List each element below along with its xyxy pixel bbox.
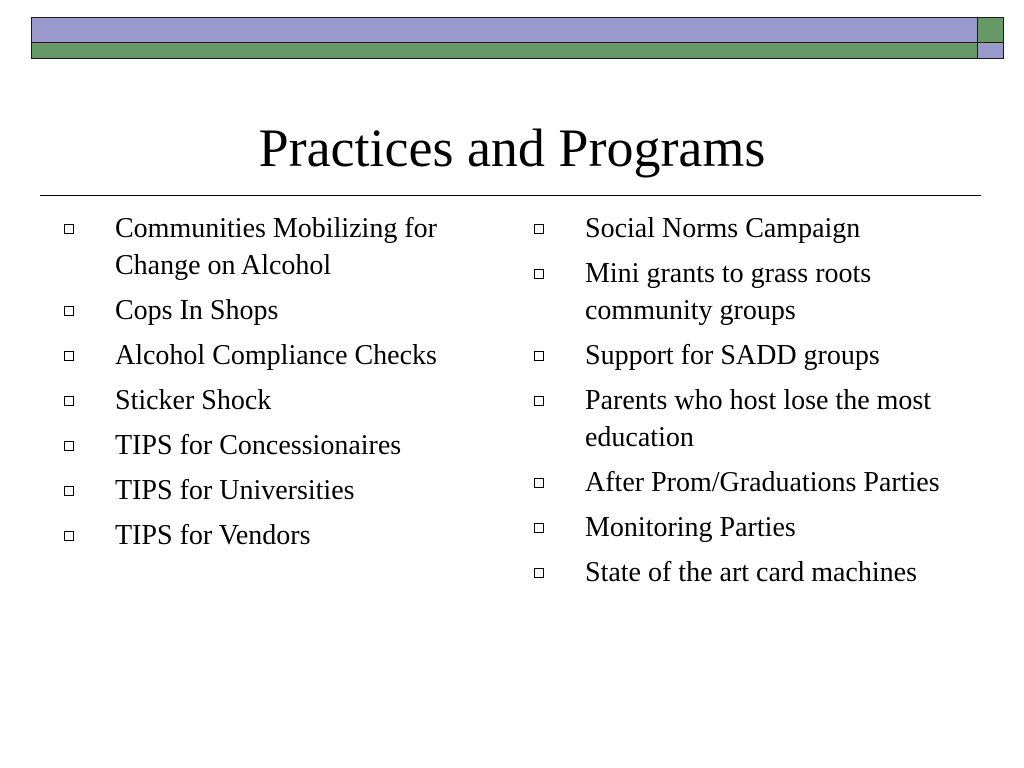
square-bullet-icon — [64, 441, 74, 451]
list-item-text: Communities Mobilizing for Change on Alcohol — [115, 213, 437, 281]
list-item — [62, 382, 482, 419]
list-item — [532, 509, 972, 546]
list-item-text: Mini grants to grass roots community groups — [585, 258, 872, 326]
square-bullet-icon — [534, 523, 544, 533]
square-bullet-icon — [64, 306, 74, 316]
list-item — [532, 255, 972, 329]
square-bullet-icon — [534, 568, 544, 578]
list-item-text: TIPS for Vendors — [115, 520, 311, 551]
square-bullet-icon — [64, 224, 74, 234]
list-item — [62, 210, 482, 284]
title-divider — [40, 195, 981, 196]
list-item-text: Monitoring Parties — [585, 512, 796, 543]
square-bullet-icon — [534, 478, 544, 488]
square-bullet-icon — [534, 224, 544, 234]
list-item — [62, 517, 482, 554]
left-bullet-list — [62, 210, 482, 562]
square-bullet-icon — [64, 351, 74, 361]
list-item-text: After Prom/Graduations Parties — [585, 467, 940, 498]
list-item-text: Cops In Shops — [115, 295, 279, 326]
list-item-text: Alcohol Compliance Checks — [115, 340, 437, 371]
header-bar-blue — [31, 17, 979, 43]
header-bar-green — [31, 42, 979, 59]
header-square-green — [977, 17, 1004, 43]
list-item-text: Support for SADD groups — [585, 340, 880, 371]
header-square-blue — [977, 42, 1004, 59]
list-item — [62, 427, 482, 464]
square-bullet-icon — [534, 351, 544, 361]
list-item — [532, 554, 972, 591]
list-item-text: Parents who host lose the most education — [585, 385, 932, 453]
list-item-text: State of the art card machines — [585, 557, 917, 588]
list-item — [532, 382, 972, 456]
list-item-text: Sticker Shock — [115, 385, 272, 416]
list-item — [62, 337, 482, 374]
list-item — [532, 210, 972, 247]
list-item-text: TIPS for Concessionaires — [115, 430, 402, 461]
square-bullet-icon — [64, 396, 74, 406]
square-bullet-icon — [534, 396, 544, 406]
square-bullet-icon — [534, 269, 544, 279]
square-bullet-icon — [64, 531, 74, 541]
list-item — [62, 472, 482, 509]
list-item-text: TIPS for Universities — [115, 475, 355, 506]
list-item — [532, 337, 972, 374]
list-item — [532, 464, 972, 501]
slide-title: Practices and Programs — [258, 118, 766, 178]
list-item — [62, 292, 482, 329]
square-bullet-icon — [64, 486, 74, 496]
list-item-text: Social Norms Campaign — [585, 213, 861, 244]
right-bullet-list — [532, 210, 972, 599]
